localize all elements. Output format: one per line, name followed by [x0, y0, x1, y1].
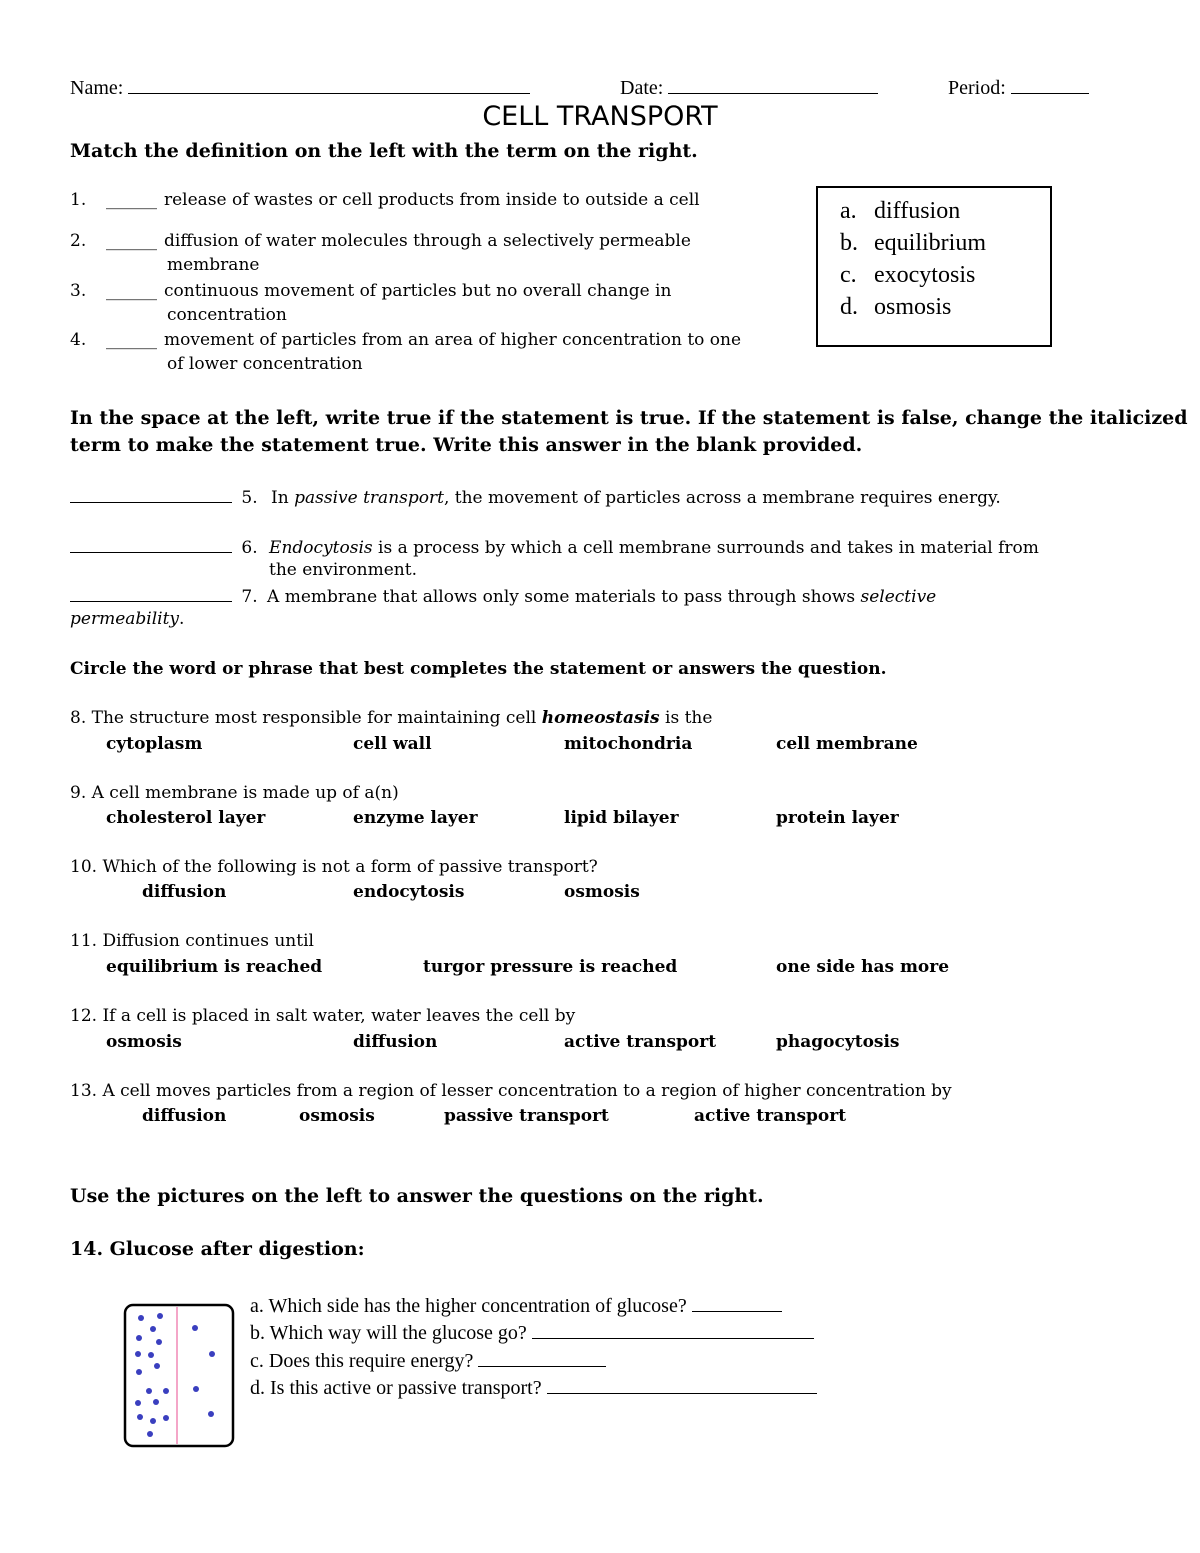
match-blank-2[interactable]: ______	[106, 231, 157, 251]
q14-b: b. Which way will the glucose go?	[250, 1319, 814, 1345]
name-field[interactable]	[128, 76, 530, 94]
term-a: a. diffusion	[840, 198, 961, 224]
q9-choice-4[interactable]: protein layer	[776, 808, 899, 828]
tf-item-7-cont: permeability.	[70, 609, 185, 629]
glucose-dot-left	[148, 1352, 154, 1358]
q9-choice-3[interactable]: lipid bilayer	[564, 808, 679, 828]
glucose-dot-left	[136, 1369, 142, 1375]
match-blank-1[interactable]: ______	[106, 190, 157, 210]
tf-item-6-cont: the environment.	[269, 560, 417, 580]
true-false-instruction-1: In the space at the left, write true if the statement is true. If the statement is false, change the italicized	[70, 407, 1188, 429]
q8-choice-2[interactable]: cell wall	[353, 734, 432, 754]
match-item-4: 4. ______ movement of particles from an area of higher concentration to one of lower concentration	[70, 330, 742, 374]
glucose-dot-left	[138, 1315, 144, 1321]
match-item-2: 2. ______ diffusion of water molecules through a selectively permeable membrane	[70, 231, 691, 275]
glucose-dot-left	[135, 1400, 141, 1406]
pictures-instruction: Use the pictures on the left to answer the questions on the right.	[70, 1185, 764, 1207]
cell-container	[125, 1305, 233, 1446]
term-b: b. equilibrium	[840, 230, 986, 256]
match-blank-4[interactable]: ______	[106, 330, 157, 350]
q13-stem: 13. A cell moves particles from a region of lesser concentration to a region of higher concentration by	[70, 1081, 952, 1101]
glucose-dot-left	[135, 1351, 141, 1357]
glucose-dot-left	[163, 1415, 169, 1421]
q12-choice-4[interactable]: phagocytosis	[776, 1032, 900, 1052]
date-field[interactable]	[668, 76, 878, 94]
match-item-3: 3. ______ continuous movement of particles but no overall change in concentration	[70, 281, 672, 325]
circle-instruction: Circle the word or phrase that best completes the statement or answers the question.	[70, 659, 887, 679]
q14-a-answer[interactable]	[692, 1292, 782, 1312]
date-row	[620, 76, 878, 100]
q14-title: 14. Glucose after digestion:	[70, 1238, 365, 1260]
period-field[interactable]	[1011, 76, 1089, 94]
q9-stem: 9. A cell membrane is made up of a(n)	[70, 783, 399, 803]
period-row	[948, 76, 1089, 100]
q11-choice-2[interactable]: turgor pressure is reached	[423, 957, 678, 977]
tf-blank-7[interactable]	[70, 584, 232, 602]
q10-choice-1[interactable]: diffusion	[142, 882, 227, 902]
glucose-dot-left	[147, 1431, 153, 1437]
term-d: d. osmosis	[840, 294, 952, 320]
q9-choice-1[interactable]: cholesterol layer	[106, 808, 266, 828]
q14-d-answer[interactable]	[547, 1374, 817, 1394]
true-false-instruction-2: term to make the statement true. Write this answer in the blank provided.	[70, 434, 863, 456]
q8-choice-1[interactable]: cytoplasm	[106, 734, 203, 754]
glucose-dot-left	[163, 1388, 169, 1394]
match-item-1: 1. ______ release of wastes or cell products from inside to outside a cell	[70, 190, 700, 210]
q13-choice-4[interactable]: active transport	[694, 1106, 847, 1126]
q11-choice-1[interactable]: equilibrium is reached	[106, 957, 323, 977]
q10-stem: 10. Which of the following is not a form of passive transport?	[70, 857, 598, 877]
glucose-dot-left	[136, 1335, 142, 1341]
q14-d: d. Is this active or passive transport?	[250, 1374, 817, 1400]
glucose-dot-left	[137, 1414, 143, 1420]
glucose-dot-left	[154, 1363, 160, 1369]
glucose-dot-left	[150, 1326, 156, 1332]
q13-choice-1[interactable]: diffusion	[142, 1106, 227, 1126]
tf-item-5: 5. In passive transport, the movement of particles across a membrane requires energy.	[70, 485, 1001, 508]
glucose-dot-left	[146, 1388, 152, 1394]
glucose-diagram	[120, 1300, 240, 1452]
q13-choice-3[interactable]: passive transport	[444, 1106, 609, 1126]
q10-choice-3[interactable]: osmosis	[564, 882, 640, 902]
terms-box	[816, 186, 1052, 347]
q11-choice-3[interactable]: one side has more	[776, 957, 950, 977]
name-row	[70, 76, 530, 100]
q14-c-answer[interactable]	[478, 1347, 606, 1367]
q8-choice-4[interactable]: cell membrane	[776, 734, 918, 754]
q12-choice-2[interactable]: diffusion	[353, 1032, 438, 1052]
q14-a: a. Which side has the higher concentration of glucose?	[250, 1292, 782, 1318]
q8-choice-3[interactable]: mitochondria	[564, 734, 693, 754]
q11-stem: 11. Diffusion continues until	[70, 931, 314, 951]
tf-blank-6[interactable]	[70, 535, 232, 553]
q12-stem: 12. If a cell is placed in salt water, water leaves the cell by	[70, 1006, 576, 1026]
glucose-dot-right	[209, 1351, 215, 1357]
q10-choice-2[interactable]: endocytosis	[353, 882, 465, 902]
q13-choice-2[interactable]: osmosis	[299, 1106, 375, 1126]
tf-item-7: 7. A membrane that allows only some materials to pass through shows selective	[70, 584, 936, 607]
q12-choice-1[interactable]: osmosis	[106, 1032, 182, 1052]
glucose-dot-right	[193, 1386, 199, 1392]
page-title: CELL TRANSPORT	[482, 101, 718, 132]
match-blank-3[interactable]: ______	[106, 281, 157, 301]
glucose-dot-left	[150, 1418, 156, 1424]
glucose-dot-right	[208, 1411, 214, 1417]
tf-blank-5[interactable]	[70, 485, 232, 503]
glucose-dot-right	[192, 1325, 198, 1331]
tf-item-6: 6. Endocytosis is a process by which a cell membrane surrounds and takes in material from	[70, 535, 1039, 558]
date-label: Date:	[620, 77, 664, 99]
q14-b-answer[interactable]	[532, 1319, 814, 1339]
q8-stem: 8. The structure most responsible for maintaining cell homeostasis is the	[70, 708, 713, 728]
q9-choice-2[interactable]: enzyme layer	[353, 808, 478, 828]
glucose-dot-left	[156, 1339, 162, 1345]
glucose-dot-left	[153, 1399, 159, 1405]
period-label: Period:	[948, 77, 1006, 99]
term-c: c. exocytosis	[840, 262, 976, 288]
name-label: Name:	[70, 77, 124, 99]
matching-instruction: Match the definition on the left with the term on the right.	[70, 140, 698, 162]
q14-c: c. Does this require energy?	[250, 1347, 606, 1373]
glucose-dot-left	[157, 1313, 163, 1319]
q12-choice-3[interactable]: active transport	[564, 1032, 717, 1052]
